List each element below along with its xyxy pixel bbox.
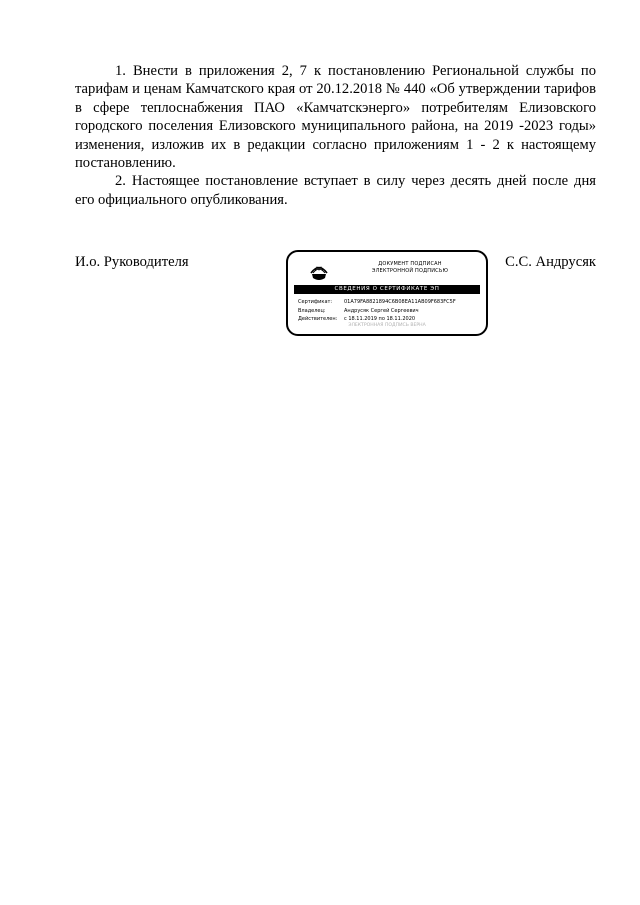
document-body [75,62,596,209]
signatory-name: С.С. Андрусяк [505,254,596,270]
electronic-signature-stamp [286,250,488,336]
stamp-header [340,261,480,275]
owner-label: Владелец: [298,307,326,314]
coat-of-arms-icon [308,260,330,282]
certificate-label: Сертификат: [298,299,333,305]
certificate-row [298,298,483,307]
stamp-footer-watermark: ЭЛЕКТРОННАЯ ПОДПИСЬ ВЕРНА [348,323,426,328]
stamp-title-bar: СВЕДЕНИЯ О СЕРТИФИКАТЕ ЭП [294,285,480,294]
signatory-position: И.о. Руководителя [75,254,189,270]
owner-row [298,307,483,316]
stamp-header-line-2: ЭЛЕКТРОННОЙ ПОДПИСЬЮ [371,268,449,274]
paragraph-2: 2. Настоящее постановление вступает в силу через десять дней после дня его официального опубликования. [75,173,596,208]
certificate-value: 01A79FA8821894C6B08EA11AB09F683FC5F [344,299,456,305]
validity-label: Действителен: [298,316,338,322]
validity-value: с 18.11.2019 по 18.11.2020 [344,316,416,322]
owner-value: Андрусяк Сергей Сергеевич [344,307,419,314]
stamp-header-line-1: ДОКУМЕНТ ПОДПИСАН [378,261,442,267]
stamp-details [298,298,483,324]
paragraph-1: 1. Внести в приложения 2, 7 к постановлению Региональной службы по тарифам и ценам Камчатского края от 20.12.2018 № 440 «Об утверждении тарифов в сфере теплоснабжения ПАО «Камчатскэнерго» потребителям Елизовского городского поселения Елизовского муниципального района, на 2019 -2023 годы» изменения, изложив их в редакции согласно приложениям 1 - 2 к настоящему постановлению. [75,63,596,172]
